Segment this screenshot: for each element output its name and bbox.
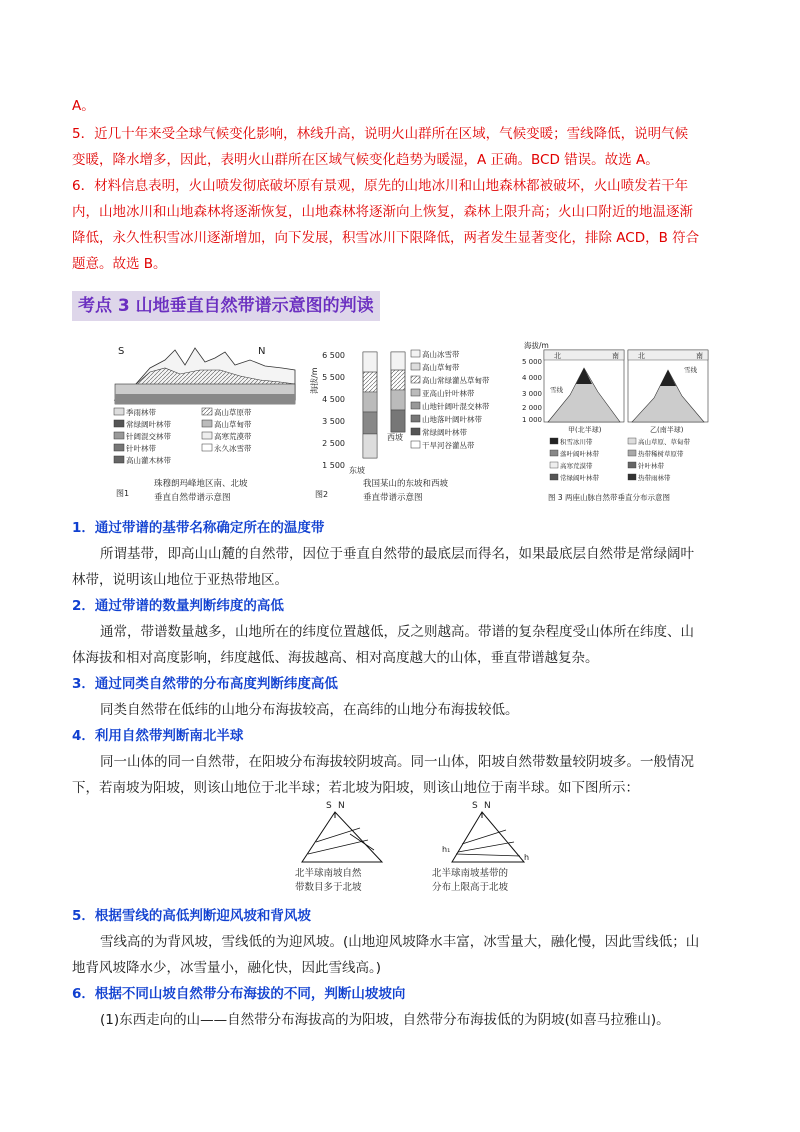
point-1-body-line-1: 所谓基带，即高山山麓的自然带，因位于垂直自然带的最底层而得名，如果最底层自然带是常绿阔叶 <box>100 546 694 562</box>
fig2-west-label: 西坡 <box>387 433 403 442</box>
fig1-legend-9: 高山灌木林带 <box>126 456 171 465</box>
fig2-ytick-4: 3 500 <box>322 417 345 426</box>
tri-right-h1: h₁ <box>442 845 451 854</box>
tri-right-caption-2: 分布上限高于北坡 <box>432 882 509 893</box>
fig3-ytick-5: 1 000 <box>521 416 542 424</box>
answer-6-line-1: 6．材料信息表明，火山喷发彻底破坏原有景观，原先的山地冰川和山地森林都被破坏，火山喷发若干年 <box>72 178 689 194</box>
fig2-legend-1: 高山冰雪带 <box>422 350 460 359</box>
fig2-legend-7: 常绿阔叶林带 <box>422 428 467 437</box>
fig1-caption-line-1: 珠穆朗玛峰地区南、北坡 <box>154 479 248 489</box>
point-3-title: 3．通过同类自然带的分布高度判断纬度高低 <box>72 676 338 692</box>
fig3-legend-7: 常绿阔叶林带 <box>560 474 599 482</box>
fig2-ylabel: 海拔/m <box>310 367 319 394</box>
fig3-right-north: 北 <box>638 352 645 360</box>
figure-2-east-west-slope <box>305 340 510 506</box>
answer-5-line-2: 变暖，降水增多，因此，表明火山群所在区域气候变化趋势为暖湿，A 正确。BCD 错误。故选 A。 <box>72 152 659 168</box>
fig2-legend-3: 高山常绿灌丛草甸带 <box>422 376 490 385</box>
fig2-legend-5: 山地针阔叶混交林带 <box>422 402 490 411</box>
point-5-title: 5．根据雪线的高低判断迎风坡和背风坡 <box>72 908 311 924</box>
answer-6-line-3: 降低，永久性积雪冰川逐渐增加，向下发展，积雪冰川下限降低，两者发生显著变化，排除 ACD，B 符合 <box>72 230 700 246</box>
fig2-caption-line-2: 垂直带谱示意图 <box>363 493 423 503</box>
fig1-legend-2: 高山草原带 <box>214 408 252 417</box>
point-1-body-line-2: 林带，说明该山地位于亚热带地区。 <box>72 572 288 588</box>
fig3-snowline-right: 雪线 <box>684 366 697 374</box>
fig3-left-north: 北 <box>554 352 561 360</box>
point-2-body-line-2: 体海拔和相对高度影响，纬度越低、海拔越高、相对高度越大的山体，垂直带谱越复杂。 <box>72 650 599 666</box>
fig3-legend-8: 热带雨林带 <box>638 474 671 482</box>
fig1-legend-1: 季雨林带 <box>126 408 156 417</box>
fig2-legend-8: 干旱河谷灌丛带 <box>422 441 475 450</box>
fig2-east-label: 东坡 <box>349 466 365 475</box>
point-5-body-line-2: 地背风坡降水少，冰雪量小，融化快，因此雪线高。) <box>72 960 382 976</box>
figure-1-everest <box>110 340 300 506</box>
fig2-ytick-5: 2 500 <box>322 439 345 448</box>
answer-6-line-4: 题意。故选 B。 <box>72 256 167 272</box>
fig2-ytick-3: 4 500 <box>322 395 345 404</box>
point-5-body-line-1: 雪线高的为背风坡，雪线低的为迎风坡。(山地迎风坡降水丰富，冰雪量大，融化慢，因此雪线低；山 <box>100 934 700 950</box>
fig3-legend-1: 积雪冰川带 <box>560 438 593 446</box>
answer-line-a: A。 <box>72 98 95 114</box>
tri-left-caption-1: 北半球南坡自然 <box>295 868 362 879</box>
tri-right-s: S <box>472 801 478 811</box>
point-4-body-line-1: 同一山体的同一自然带，在阳坡分布海拔较阴坡高。同一山体，阳坡自然带数量较阴坡多。一般情况 <box>100 754 694 770</box>
fig1-n-label: N <box>258 346 266 357</box>
fig1-caption-number: 图1 <box>116 489 130 498</box>
fig3-ylabel: 海拔/m <box>524 341 549 350</box>
point-2-title: 2．通过带谱的数量判断纬度的高低 <box>72 598 284 614</box>
tri-right-n: N <box>484 801 491 811</box>
answer-5-line-1: 5．近几十年来受全球气候变化影响，林线升高，说明火山群所在区域，气候变暖；雪线降低，说明气候 <box>72 126 689 142</box>
answer-6-line-2: 内，山地冰川和山地森林将逐渐恢复，山地森林将逐渐向上恢复，森林上限升高；火山口附近的地温逐渐 <box>72 204 693 220</box>
point-2-body-line-1: 通常，带谱数量越多，山地所在的纬度位置越低，反之则越高。带谱的复杂程度受山体所在纬度、山 <box>100 624 694 640</box>
fig2-caption-line-1: 我国某山的东坡和西坡 <box>363 479 449 489</box>
fig1-legend-5: 针阔混交林带 <box>126 432 171 441</box>
figure-3-two-mountains <box>520 340 710 506</box>
point-4-title: 4．利用自然带判断南北半球 <box>72 728 244 744</box>
point-3-body-line-1: 同类自然带在低纬的山地分布海拔较高，在高纬的山地分布海拔较低。 <box>100 702 519 718</box>
point-4-body-line-2: 下，若南坡为阳坡，则该山地位于北半球；若北坡为阳坡，则该山地位于南半球。如下图所示： <box>72 780 639 796</box>
fig3-ytick-3: 3 000 <box>521 390 542 398</box>
fig2-legend-2: 高山草甸带 <box>422 363 460 372</box>
fig3-ytick-1: 5 000 <box>521 358 542 366</box>
fig3-label-right: 乙(南半球) <box>650 426 684 434</box>
tri-right-h: h <box>524 853 530 862</box>
section-title: 考点 3 山地垂直自然带谱示意图的判读 <box>72 291 380 321</box>
point-6-title: 6．根据不同山坡自然带分布海拔的不同，判断山坡坡向 <box>72 986 406 1002</box>
fig1-legend-8: 永久冰雪带 <box>214 444 252 453</box>
fig3-legend-5: 高寒荒漠带 <box>560 462 593 470</box>
fig3-legend-3: 落叶阔叶林带 <box>560 450 599 458</box>
fig2-ytick-2: 5 500 <box>322 373 345 382</box>
fig2-caption-number: 图2 <box>315 490 329 499</box>
fig1-legend-4: 高山草甸带 <box>214 420 252 429</box>
point-1-title: 1．通过带谱的基带名称确定所在的温度带 <box>72 520 325 536</box>
fig2-legend-4: 亚高山针叶林带 <box>422 389 475 398</box>
tri-left-n: N <box>338 801 345 811</box>
tri-right-caption-1: 北半球南坡基带的 <box>432 868 509 879</box>
fig1-caption-line-2: 垂直自然带谱示意图 <box>154 493 231 503</box>
fig3-ytick-4: 2 000 <box>521 404 542 412</box>
triangle-diagram-left <box>290 796 400 896</box>
fig3-label-left: 甲(北半球) <box>568 426 602 434</box>
fig3-legend-4: 热带稀树草原带 <box>638 450 684 458</box>
fig3-snowline-left: 雪线 <box>550 386 563 394</box>
fig3-ytick-2: 4 000 <box>521 374 542 382</box>
point-6-body-line-1: (1)东西走向的山——自然带分布海拔高的为阳坡，自然带分布海拔低的为阴坡(如喜马拉雅山)。 <box>100 1012 670 1028</box>
tri-left-caption-2: 带数目多于北坡 <box>295 882 362 893</box>
fig2-ytick-6: 1 500 <box>322 461 345 470</box>
fig3-right-south: 南 <box>696 352 703 360</box>
fig3-legend-6: 针叶林带 <box>638 462 664 470</box>
fig1-s-label: S <box>118 346 125 357</box>
fig2-legend-6: 山地落叶阔叶林带 <box>422 415 482 424</box>
fig3-caption: 图 3 两座山脉自然带垂直分布示意图 <box>548 493 671 502</box>
fig1-legend-6: 高寒荒漠带 <box>214 432 252 441</box>
tri-left-s: S <box>326 801 332 811</box>
fig3-legend-2: 高山草原、草甸带 <box>638 438 690 446</box>
fig2-ytick-1: 6 500 <box>322 351 345 360</box>
triangle-diagram-right <box>428 796 548 896</box>
fig3-left-south: 南 <box>612 352 619 360</box>
fig1-legend-3: 常绿阔叶林带 <box>126 420 171 429</box>
fig1-legend-7: 针叶林带 <box>126 444 156 453</box>
